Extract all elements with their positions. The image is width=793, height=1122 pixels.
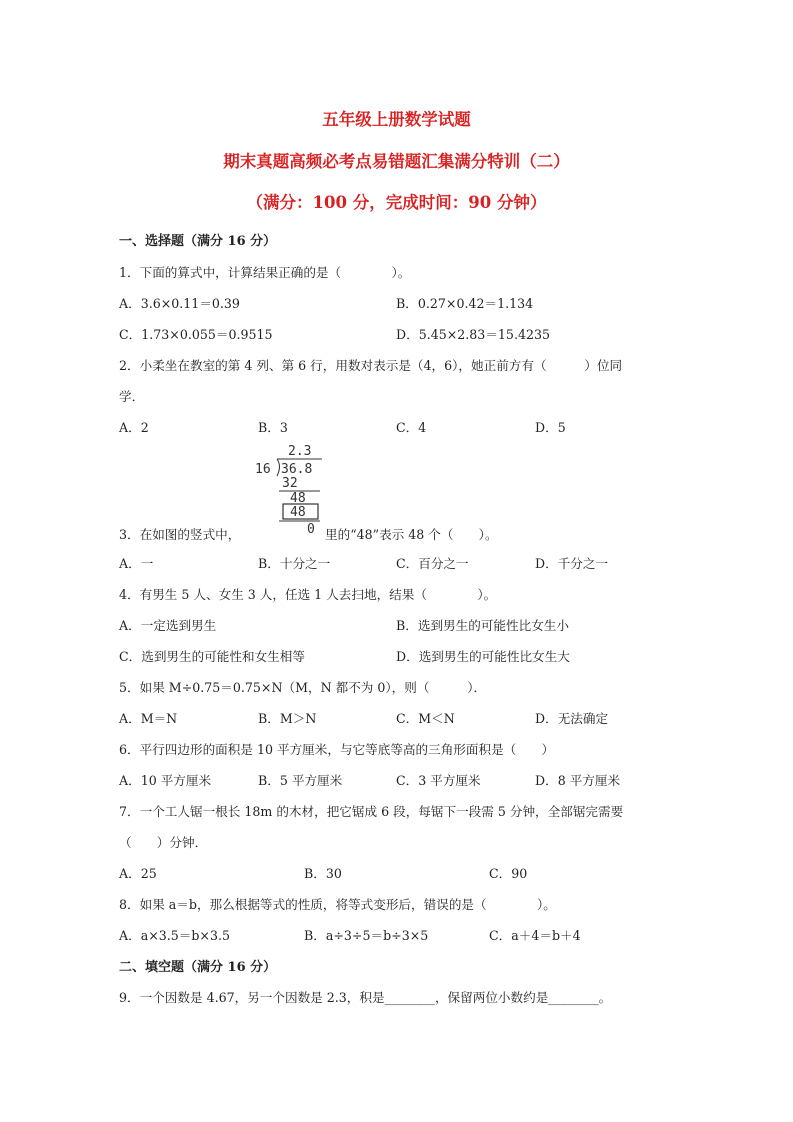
question-3-text: 3．在如图的竖式中， — [119, 527, 241, 542]
question-2-option-b: B．3 — [258, 420, 288, 435]
question-8-option-a: A．a×3.5＝b×3.5 — [119, 928, 231, 943]
question-6-text: 6．平行四边形的面积是 10 平方厘米，与它等底等高的三角形面积是（ ） — [119, 742, 555, 757]
question-1-option-b: B．0.27×0.42＝1.134 — [396, 296, 534, 311]
page-title: 五年级上册数学试题 — [322, 110, 471, 129]
question-7-option-a: A．25 — [119, 866, 157, 881]
question-5-option-c: C．M＜N — [396, 711, 455, 726]
question-3-option-d: D．千分之一 — [535, 556, 609, 571]
question-1-option-a: A．3.6×0.11＝0.39 — [119, 296, 240, 311]
question-8-text: 8．如果 a＝b，那么根据等式的性质，将等式变形后，错误的是（ ）。 — [119, 897, 556, 912]
section-heading-fill-in: 二、填空题（满分 16 分） — [119, 960, 277, 975]
question-9-text: 9．一个因数是 4.67，另一个因数是 2.3，积是________，保留两位小数约是________。 — [119, 990, 612, 1005]
question-6-option-b: B．5 平方厘米 — [258, 773, 343, 788]
question-7-option-c: C．90 — [489, 866, 528, 881]
question-7-text-cont: （ ）分钟． — [119, 835, 208, 850]
division-step-1: 32 — [282, 476, 298, 491]
question-1-option-d: D．5.45×2.83＝15.4235 — [396, 327, 550, 342]
page-subtitle: 期末真题高频必考点易错题汇集满分特训（二） — [223, 152, 570, 171]
question-8-option-c: C．a＋4＝b＋4 — [489, 928, 581, 943]
long-division-figure — [252, 440, 324, 536]
division-dividend: 36.8 — [281, 462, 313, 477]
division-step-2: 48 — [290, 491, 306, 506]
exam-note: （满分：100 分，完成时间：90 分钟） — [246, 193, 547, 212]
division-boxed-value: 48 — [290, 505, 306, 520]
division-bracket-curve — [277, 459, 280, 476]
question-5-option-d: D．无法确定 — [535, 711, 609, 726]
question-3-option-a: A．一 — [119, 556, 154, 571]
question-4-option-a: A．一定选到男生 — [119, 618, 217, 633]
question-2-text-cont: 学． — [119, 389, 145, 404]
question-3-option-b: B．十分之一 — [258, 556, 331, 571]
question-3-text-cont: 里的“48”表示 48 个（ ）。 — [325, 527, 498, 542]
question-5-option-a: A．M＝N — [119, 711, 178, 726]
question-4-option-c: C．选到男生的可能性和女生相等 — [119, 649, 305, 664]
question-4-option-d: D．选到男生的可能性比女生大 — [396, 649, 570, 664]
question-4-option-b: B．选到男生的可能性比女生小 — [396, 618, 569, 633]
question-5-option-b: B．M＞N — [258, 711, 317, 726]
question-3-option-c: C．百分之一 — [396, 556, 469, 571]
question-2-option-a: A．2 — [119, 420, 149, 435]
question-6-option-a: A．10 平方厘米 — [119, 773, 212, 788]
question-1-text: 1．下面的算式中，计算结果正确的是（ ）。 — [119, 265, 411, 280]
division-divisor: 16 — [255, 462, 271, 477]
question-2-option-d: D．5 — [535, 420, 566, 435]
question-7-option-b: B．30 — [304, 866, 342, 881]
question-6-option-d: D．8 平方厘米 — [535, 773, 621, 788]
question-8-option-b: B．a÷3÷5＝b÷3×5 — [304, 928, 429, 943]
division-quotient: 2.3 — [288, 444, 312, 459]
question-1-option-c: C．1.73×0.055＝0.9515 — [119, 327, 273, 342]
question-2-text: 2．小柔坐在教室的第 4 列、第 6 行，用数对表示是（4，6），她正前方有（ ）位同 — [119, 358, 623, 373]
question-7-text: 7．一个工人锯一根长 18m 的木材，把它锯成 6 段，每锯下一段需 5 分钟，全部锯完需要 — [119, 804, 624, 819]
question-6-option-c: C．3 平方厘米 — [396, 773, 481, 788]
question-5-text: 5．如果 M÷0.75＝0.75×N（M，N 都不为 0），则（ ）． — [119, 680, 487, 695]
question-4-text: 4．有男生 5 人、女生 3 人，任选 1 人去扫地，结果（ ）。 — [119, 587, 497, 602]
question-2-option-c: C．4 — [396, 420, 427, 435]
division-remainder: 0 — [307, 522, 315, 536]
section-heading-choice: 一、选择题（满分 16 分） — [119, 234, 277, 249]
